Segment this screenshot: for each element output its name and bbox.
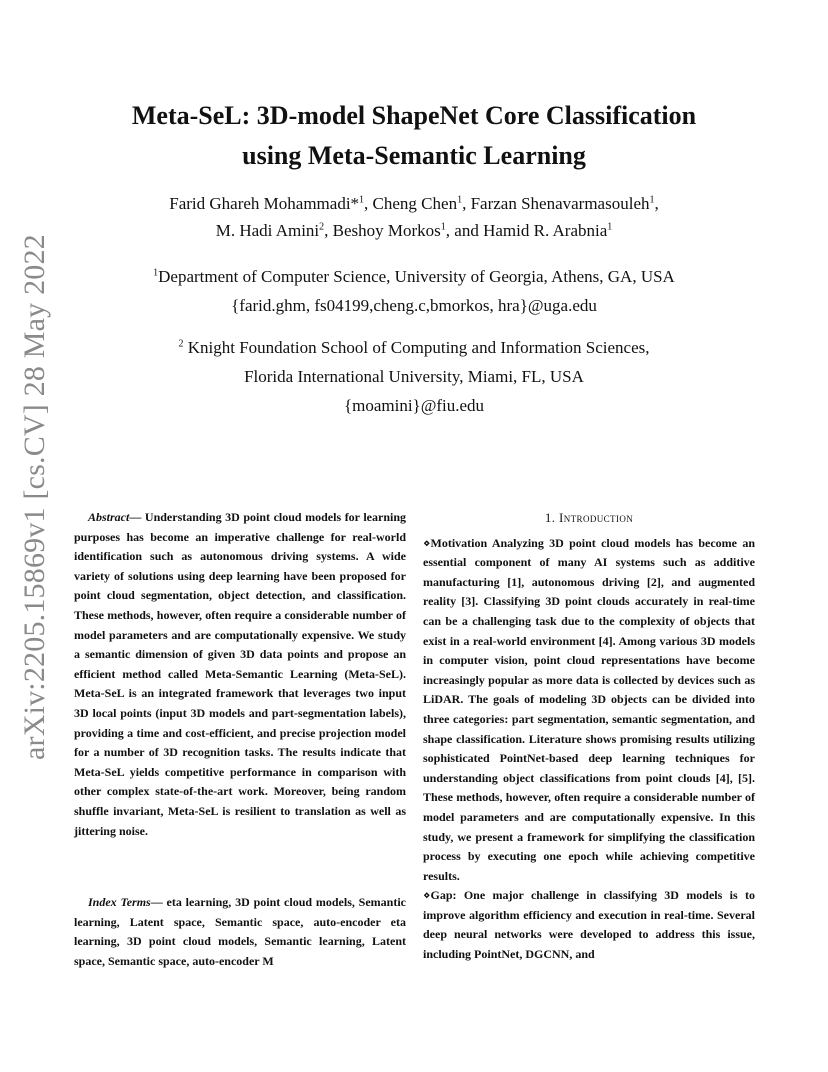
- section-heading-introduction: [423, 508, 755, 528]
- right-column: [423, 508, 755, 965]
- affiliation-uga: [80, 262, 748, 320]
- paper-title: [100, 96, 728, 176]
- author-affiliation-mark: 2: [319, 221, 325, 233]
- arxiv-identifier-stamp: arXiv:2205.15869v1 [cs.CV] 28 May 2022: [18, 234, 51, 760]
- index-terms-dash: —: [150, 895, 167, 910]
- abstract-label: Abstract: [88, 510, 130, 524]
- author-affiliation-mark: 1: [359, 194, 365, 206]
- intro-paragraph-motivation: ⋄Motivation Analyzing 3D point cloud models has become an essential component of many AI systems such as additive manufacturing [1], autonomous driving [2], and augmented reality [3]. Classifying 3D point clouds accurately in real-time can be a challenging task due to the complexity of objects that exist in a real-world environment [4]. Among various 3D models in computer vision, point cloud representations have become increasingly popular as more data is collected by devices such as LiDAR. The goals of modeling 3D objects can be divided into three categories: part segmentation, semantic segmentation, and shape classification. Literature shows promising results utilizing sophisticated PointNet-based deep learning techniques for understanding object classifications from point clouds [4], [5]. These methods, however, often require a considerable number of model parameters and are computationally expensive. In this study, we present a framework for simplifying the classification process by executing one epoch while achieving competitive results.: [423, 535, 755, 883]
- index-terms: [74, 893, 406, 971]
- affiliation-mark: 1: [153, 267, 159, 279]
- author-separator: ,: [462, 194, 471, 213]
- affiliation-email: {farid.ghm, fs04199,cheng.c,bmorkos, hra}@uga.edu: [231, 296, 597, 315]
- affiliation-fiu: [80, 333, 748, 420]
- author-name: M. Hadi Amini: [215, 221, 320, 240]
- affiliation-mark: 2: [178, 338, 184, 350]
- author-separator: ,: [364, 194, 373, 213]
- author-separator: ,: [654, 194, 659, 213]
- author-name: Farid Ghareh Mohammadi*: [169, 194, 360, 213]
- author-affiliation-mark: 1: [457, 194, 463, 206]
- author-line-1: [100, 190, 728, 217]
- affiliation-text: Department of Computer Science, University of Georgia, Athens, GA, USA: [158, 267, 675, 286]
- author-name: Farzan Shenavarmasouleh: [470, 194, 650, 213]
- author-affiliation-mark: 1: [649, 194, 655, 206]
- author-name: Beshoy Morkos: [332, 221, 441, 240]
- author-line-2: [100, 217, 728, 244]
- affiliation-email: {moamini}@fiu.edu: [343, 396, 485, 415]
- affiliation-name-line-2: Florida International University, Miami, FL, USA: [244, 367, 584, 386]
- section-number: 1.: [544, 510, 560, 525]
- paper-title-line-2: using Meta-Semantic Learning: [242, 141, 586, 170]
- author-affiliation-mark: 1: [440, 221, 446, 233]
- left-column: [74, 508, 406, 971]
- intro-paragraph-gap: ⋄Gap: One major challenge in classifying 3D models is to improve algorithm efficiency and execution in real-time. Several deep neural networks were developed to address this issue, including PointNet, DGCNN, and: [423, 888, 755, 962]
- affiliation-name: [80, 262, 748, 291]
- author-separator: , and: [445, 221, 484, 240]
- author-separator: ,: [324, 221, 333, 240]
- author-list: [100, 190, 728, 244]
- abstract-dash: —: [129, 510, 145, 524]
- author-affiliation-mark: 1: [607, 221, 613, 233]
- index-terms-text: eta learning, 3D point cloud models, Semantic learning, Latent space, Semantic space, auto-encoder eta learning, 3D point cloud models, Semantic learning, Latent space, Semantic space, auto-encoder M: [74, 895, 406, 968]
- abstract: [74, 508, 406, 841]
- affiliation-text: Knight Foundation School of Computing and Information Sciences,: [183, 338, 650, 357]
- author-name: Cheng Chen: [372, 194, 458, 213]
- author-name: Hamid R. Arabnia: [483, 221, 608, 240]
- section-title: Introduction: [559, 510, 634, 525]
- abstract-text: Understanding 3D point cloud models for learning purposes has become an imperative challenge for real-world identification such as autonomous driving systems. A wide variety of solutions using deep learning have been proposed for point cloud segmentation, object detection, and classification. These methods, however, often require a considerable number of model parameters and are computationally expensive. We study a semantic dimension of given 3D data points and propose an efficient method called Meta-Semantic Learning (Meta-SeL). Meta-SeL is an integrated framework that leverages two input 3D local points (input 3D models and part-segmentation labels), providing a time and cost-efficient, and precise projection model for a number of 3D recognition tasks. The results indicate that Meta-SeL yields competitive performance in comparison with other complex state-of-the-art work. Moreover, being random shuffle invariant, Meta-SeL is resilient to translation as well as jittering noise.: [74, 510, 407, 838]
- paper-title-line-1: Meta-SeL: 3D-model ShapeNet Core Classification: [131, 101, 697, 130]
- index-terms-label: Index Terms: [88, 895, 151, 910]
- affiliation-name: [80, 333, 748, 362]
